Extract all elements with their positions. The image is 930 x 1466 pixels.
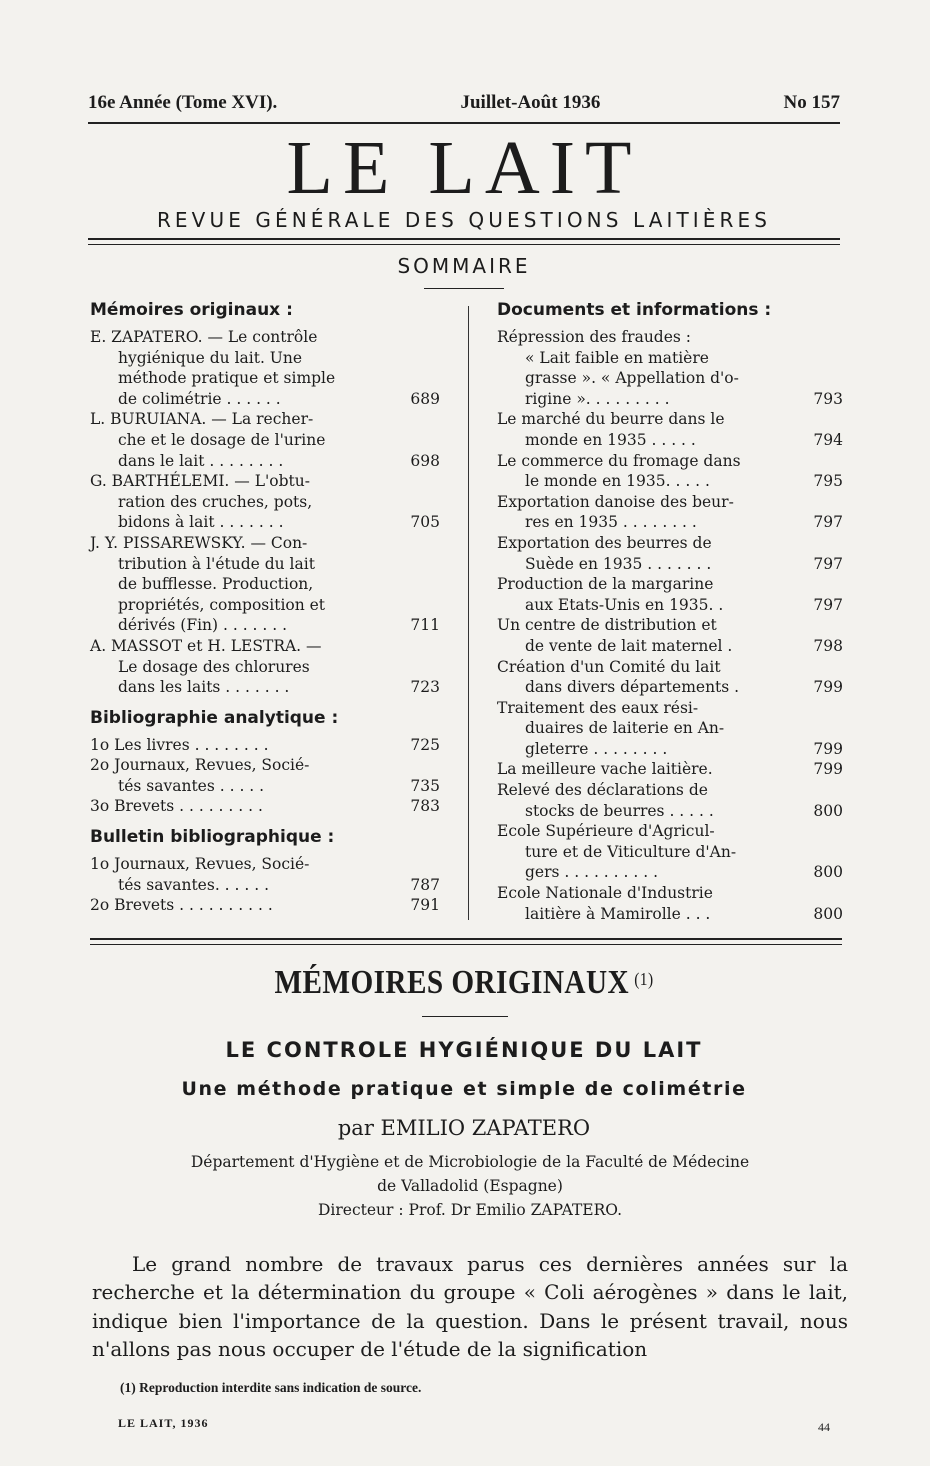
entry-line: res en 1935 . . . . . . . . [525, 513, 697, 532]
entry-line: gers . . . . . . . . . . [525, 863, 658, 882]
entry-page-number: 797 [813, 554, 843, 573]
entry-line: 2o Brevets . . . . . . . . . . [90, 896, 273, 915]
entry-page-number: 799 [813, 760, 843, 779]
sommaire-underline [424, 288, 504, 289]
entry-line: Répression des fraudes : [497, 328, 691, 346]
sommaire-entry [90, 636, 440, 698]
affiliation-line: de Valladolid (Espagne) [377, 1177, 563, 1195]
sommaire-entry [90, 471, 440, 533]
entry-line: duaires de laiterie en An- [525, 719, 725, 738]
entry-line: le monde en 1935. . . . . [525, 472, 710, 491]
entry-line: Exportation des beurres de [497, 533, 712, 552]
entry-line: Ecole Nationale d'Industrie [497, 884, 713, 903]
entry-line: tés savantes . . . . . [118, 776, 265, 795]
entry-line: Ecole Supérieure d'Agricul- [497, 822, 715, 841]
entry-line: La meilleure vache laitière. [497, 760, 713, 779]
entry-page-number: 791 [410, 896, 440, 915]
sommaire-entry [90, 409, 440, 471]
sommaire-entry [497, 451, 843, 492]
issue-date: Juillet-Août 1936 [460, 92, 601, 113]
sommaire-entry [497, 327, 843, 409]
sommaire-section-heading: Documents et informations : [497, 300, 772, 320]
entry-line: laitière à Mamirolle . . . [525, 904, 711, 923]
article-title: LE CONTROLE HYGIÉNIQUE DU LAIT [225, 1038, 703, 1062]
sommaire-entry [90, 735, 440, 756]
affiliation-line: Directeur : Prof. Dr Emilio ZAPATERO. [318, 1201, 622, 1219]
entry-page-number: 698 [410, 451, 440, 470]
article-subtitle: Une méthode pratique et simple de colimétrie [181, 1078, 747, 1100]
sommaire-entry [90, 854, 440, 895]
sommaire-left-column [90, 298, 440, 916]
sommaire-right-column [497, 298, 843, 924]
entry-page-number: 799 [813, 678, 843, 697]
entry-page-number: 711 [410, 616, 440, 635]
issue-header [88, 92, 840, 114]
sommaire-entry [497, 780, 843, 821]
entry-line: aux Etats-Unis en 1935. . [525, 595, 724, 614]
masthead-double-rule [88, 238, 840, 245]
sommaire-entry [497, 533, 843, 574]
affiliation-line: Département d'Hygiène et de Microbiologie de la Faculté de Médecine [190, 1153, 750, 1171]
entry-line: stocks de beurres . . . . . [525, 801, 714, 820]
entry-page-number: 800 [813, 863, 843, 882]
entry-line: gleterre . . . . . . . . [525, 739, 668, 758]
entry-line: bidons à lait . . . . . . . [118, 513, 284, 532]
entry-line: tés savantes. . . . . . [118, 875, 270, 894]
entry-line: J. Y. PISSAREWSKY. — Con- [90, 533, 308, 552]
footnote-marker: (1) [634, 969, 654, 989]
sommaire-entry [90, 796, 440, 817]
article-affiliation [100, 1150, 840, 1222]
entry-page-number: 798 [813, 636, 843, 655]
entry-line: 1o Les livres . . . . . . . . [90, 735, 269, 754]
entry-page-number: 787 [410, 875, 440, 894]
entry-line: Le dosage des chlorures [118, 657, 310, 676]
entry-line: Suède en 1935 . . . . . . . [525, 554, 712, 573]
entry-line: Le marché du beurre dans le [497, 410, 725, 429]
entry-line: che et le dosage de l'urine [118, 430, 326, 449]
article-section-heading [141, 964, 788, 1002]
entry-line: Création d'un Comité du lait [497, 657, 721, 676]
entry-line: ration des cruches, pots, [118, 492, 313, 511]
sommaire-entry [497, 657, 843, 698]
entry-line: ture et de Viticulture d'An- [525, 842, 737, 861]
entry-line: 3o Brevets . . . . . . . . . [90, 797, 263, 816]
issue-number: No 157 [783, 92, 840, 113]
entry-line: de vente de lait maternel . [525, 636, 733, 655]
entry-line: Exportation danoise des beur- [497, 492, 734, 511]
sommaire-entry [497, 409, 843, 450]
section-underline [422, 1016, 508, 1017]
article-paragraph: Le grand nombre de travaux parus ces dernières années sur la recherche et la détermination du groupe « Coli aérogènes » dans le lait, indique bien l'importance de la question. Dans le présent travail, nous n'allons pas nous occuper de l'étude de la signification [92, 1252, 848, 1362]
entry-page-number: 689 [410, 389, 440, 408]
header-rule [88, 122, 840, 124]
entry-line: méthode pratique et simple [118, 369, 336, 388]
entry-page-number: 794 [813, 430, 843, 449]
sommaire-section-heading: Mémoires originaux : [90, 300, 293, 320]
entry-line: « Lait faible en matière [525, 348, 709, 367]
sommaire-entry [497, 759, 843, 780]
entry-page-number: 800 [813, 801, 843, 820]
entry-line: monde en 1935 . . . . . [525, 430, 696, 449]
footer-journal: LE LAIT, 1936 [118, 1416, 209, 1430]
entry-page-number: 797 [813, 595, 843, 614]
entry-page-number: 723 [410, 678, 440, 697]
entry-page-number: 799 [813, 739, 843, 758]
entry-page-number: 725 [410, 735, 440, 754]
entry-line: de colimétrie . . . . . . [118, 389, 281, 408]
entry-line: dans le lait . . . . . . . . [118, 451, 284, 470]
entry-page-number: 797 [813, 513, 843, 532]
sommaire-bottom-rule [90, 938, 842, 945]
entry-line: G. BARTHÉLEMI. — L'obtu- [90, 472, 310, 491]
entry-line: A. MASSOT et H. LESTRA. — [90, 636, 322, 655]
sommaire-entry [90, 533, 440, 636]
sommaire-entry [497, 615, 843, 656]
entry-line: 1o Journaux, Revues, Socié- [90, 855, 310, 874]
entry-line: Production de la margarine [497, 575, 714, 594]
sommaire-entry [497, 492, 843, 533]
entry-line: hygiénique du lait. Une [118, 348, 303, 367]
entry-line: Relevé des déclarations de [497, 781, 708, 800]
entry-line: dérivés (Fin) . . . . . . . [118, 616, 288, 635]
footnote: (1) Reproduction interdite sans indication de source. [120, 1380, 422, 1395]
entry-page-number: 705 [410, 513, 440, 532]
issue-volume: 16e Année (Tome XVI). [88, 92, 278, 113]
article-byline: par EMILIO ZAPATERO [337, 1116, 591, 1140]
sommaire-entry [90, 327, 440, 409]
entry-page-number: 793 [813, 389, 843, 408]
sommaire-section-heading: Bibliographie analytique : [90, 707, 339, 728]
sommaire-entry [497, 574, 843, 615]
entry-line: E. ZAPATERO. — Le contrôle [90, 328, 318, 346]
entry-line: tribution à l'étude du lait [118, 554, 315, 573]
entry-line: Un centre de distribution et [497, 616, 717, 635]
page-number: 44 [818, 1420, 830, 1434]
sommaire-section-heading: Bulletin bibliographique : [90, 827, 335, 848]
entry-line: rigine ». . . . . . . . . [525, 389, 670, 408]
entry-line: Le commerce du fromage dans [497, 451, 741, 470]
entry-page-number: 800 [813, 904, 843, 923]
entry-line: grasse ». « Appellation d'o- [525, 369, 739, 388]
column-divider [468, 306, 469, 920]
entry-line: dans divers départements . [525, 678, 740, 697]
entry-line: propriétés, composition et [118, 595, 326, 614]
sommaire-entry [90, 755, 440, 796]
sommaire-entry [497, 883, 843, 924]
sommaire-entry [497, 698, 843, 760]
entry-line: dans les laits . . . . . . . [118, 678, 290, 697]
entry-line: L. BURUIANA. — La recher- [90, 410, 314, 429]
entry-page-number: 795 [813, 472, 843, 491]
entry-page-number: 783 [410, 797, 440, 816]
entry-line: de bufflesse. Production, [118, 575, 314, 594]
sommaire-entry [90, 895, 440, 916]
entry-line: 2o Journaux, Revues, Socié- [90, 756, 310, 775]
entry-line: Traitement des eaux rési- [497, 698, 699, 717]
sommaire-entry [497, 821, 843, 883]
entry-page-number: 735 [410, 776, 440, 795]
journal-title: LE LAIT [286, 126, 642, 210]
journal-subtitle: REVUE GÉNÉRALE DES QUESTIONS LAITIÈRES [156, 208, 772, 232]
section-title: MÉMOIRES ORIGINAUX [274, 964, 630, 1001]
sommaire-heading: SOMMAIRE [397, 254, 531, 278]
